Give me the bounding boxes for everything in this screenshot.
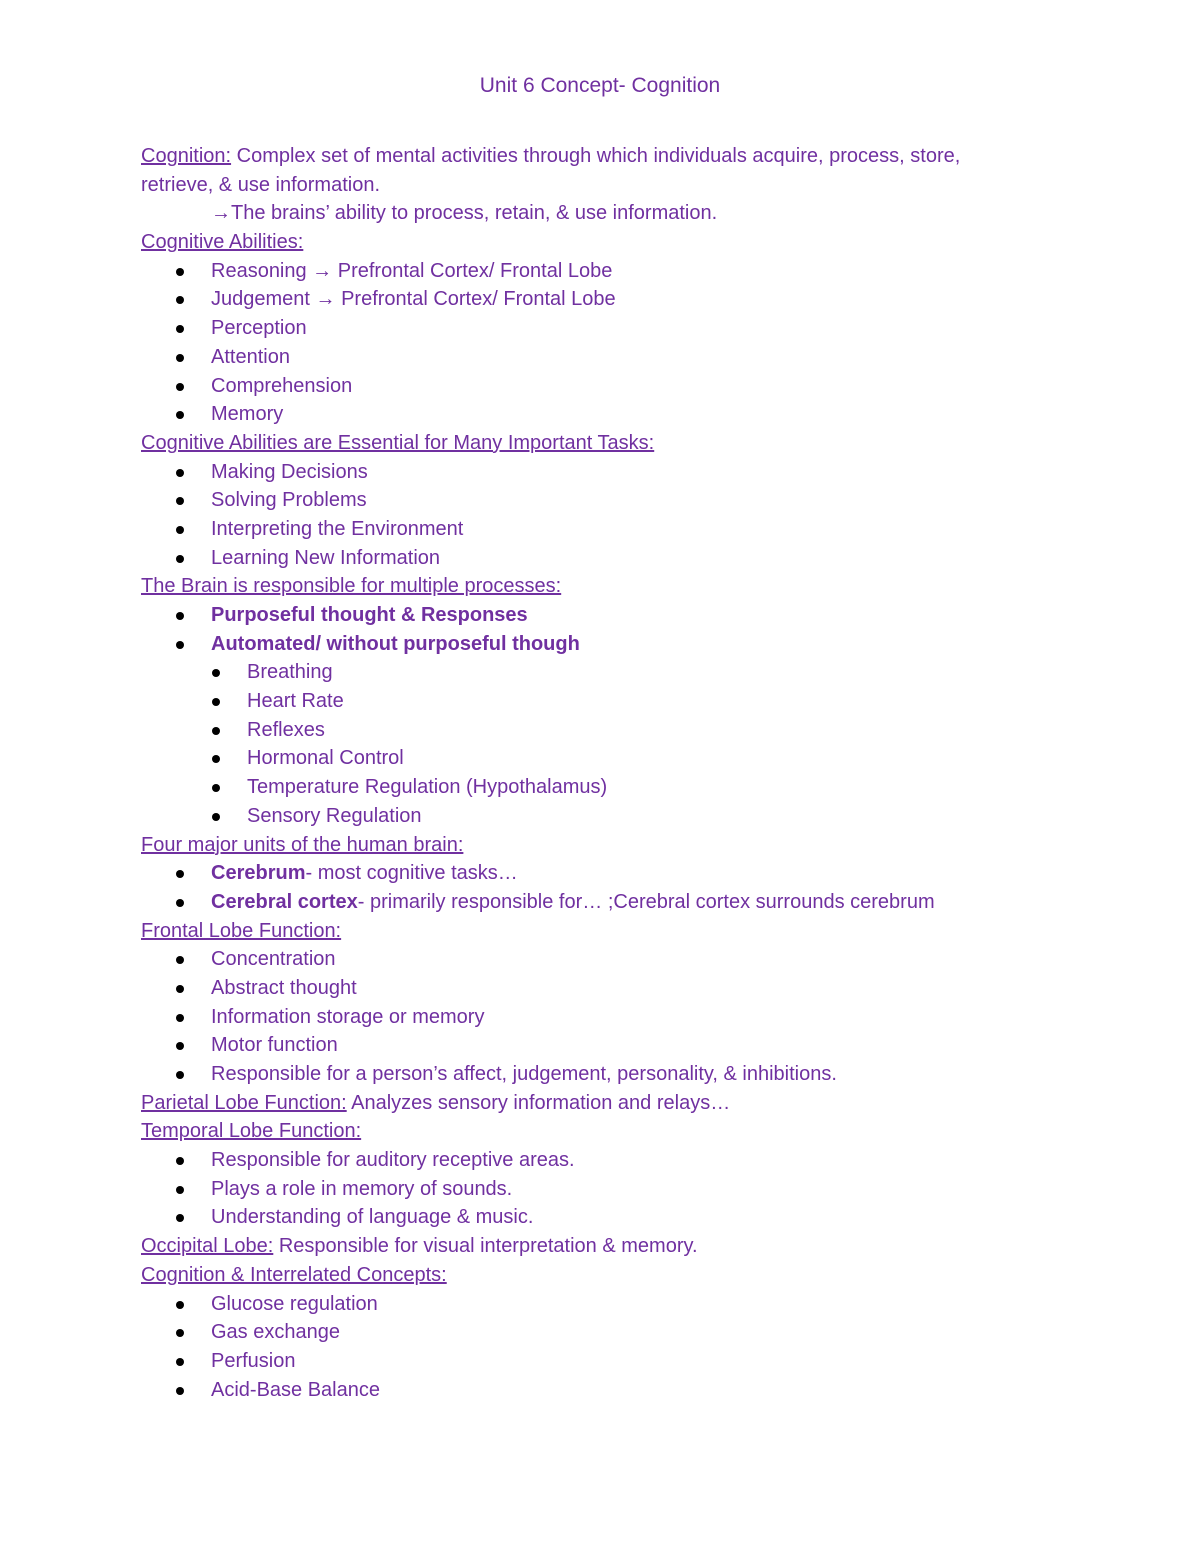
bullet-icon <box>176 612 184 620</box>
bullet-icon <box>212 784 220 792</box>
list-item <box>141 343 1061 372</box>
cognition-arrow-note: →The brains’ ability to process, retain, & use information. <box>211 202 718 225</box>
list-item <box>141 257 1061 286</box>
term-label: Cerebrum <box>211 862 306 885</box>
bullet-icon <box>212 813 220 821</box>
parietal-heading: Parietal Lobe Function: <box>141 1091 347 1114</box>
bullet-icon <box>212 727 220 735</box>
term-description: - most cognitive tasks… <box>305 862 518 885</box>
list-item-text: Interpreting the Environment <box>211 517 464 540</box>
list-item-text: Glucose regulation <box>211 1292 378 1315</box>
document-body <box>141 142 1061 1404</box>
list-item <box>141 974 1061 1003</box>
list-item-text: Memory <box>211 403 284 426</box>
bullet-icon <box>176 641 184 649</box>
bullet-icon <box>212 698 220 706</box>
sub-list-item <box>141 802 1061 831</box>
list-item <box>141 1318 1061 1347</box>
list-item-text: Perception <box>211 317 307 340</box>
list-item-text: Sensory Regulation <box>247 804 422 827</box>
list-item <box>141 1146 1061 1175</box>
list-item-text: Attention <box>211 345 290 368</box>
list-item-text: Solving Problems <box>211 489 367 512</box>
list-item <box>141 314 1061 343</box>
occipital-line <box>141 1232 1061 1261</box>
cognition-definition: Complex set of mental activities through which individuals acquire, process, store, <box>236 145 961 167</box>
interrelated-heading-line <box>141 1261 1061 1290</box>
list-item-text: Reflexes <box>247 718 325 741</box>
list-item-text: Breathing <box>247 661 333 684</box>
list-item <box>141 458 1061 487</box>
list-item-text: Making Decisions <box>211 460 368 483</box>
list-item <box>141 601 1061 630</box>
list-item-text: Understanding of language & music. <box>211 1206 534 1229</box>
abilities-heading: Cognitive Abilities: <box>141 231 304 254</box>
list-item <box>141 1003 1061 1032</box>
bullet-icon <box>176 1157 184 1165</box>
list-item-text: Automated/ without purposeful though <box>211 632 580 655</box>
list-item <box>141 372 1061 401</box>
parietal-text: Analyzes sensory information and relays… <box>346 1091 731 1114</box>
list-item-text: Abstract thought <box>211 976 357 999</box>
bullet-icon <box>176 555 184 563</box>
interrelated-heading: Cognition & Interrelated Concepts: <box>141 1263 447 1286</box>
list-item-text: Learning New Information <box>211 546 441 569</box>
list-item <box>141 1060 1061 1089</box>
bullet-icon <box>176 870 184 878</box>
list-item-text: Information storage or memory <box>211 1005 485 1028</box>
bullet-icon <box>176 325 184 333</box>
list-item-text: Comprehension <box>211 374 353 397</box>
list-item-text: Temperature Regulation (Hypothalamus) <box>247 776 608 799</box>
bullet-icon <box>176 1358 184 1366</box>
list-item <box>141 859 1061 888</box>
list-item <box>141 1175 1061 1204</box>
list-item <box>141 486 1061 515</box>
list-item-text: Purposeful thought & Responses <box>211 604 528 626</box>
list-item-text: Acid-Base Balance <box>211 1378 380 1401</box>
list-item <box>141 1347 1061 1376</box>
sub-list-item <box>141 687 1061 716</box>
bullet-icon <box>176 1071 184 1079</box>
term-label: Cerebral cortex <box>211 890 358 913</box>
processes-heading: The Brain is responsible for multiple processes: <box>141 575 562 598</box>
bullet-icon <box>176 526 184 534</box>
list-item <box>141 1203 1061 1232</box>
bullet-icon <box>176 383 184 391</box>
bullet-icon <box>176 354 184 362</box>
temporal-heading: Temporal Lobe Function: <box>141 1120 362 1143</box>
document-title: Unit 6 Concept- Cognition <box>479 74 721 97</box>
list-item <box>141 945 1061 974</box>
occipital-heading: Occipital Lobe: <box>141 1235 274 1258</box>
list-item-text: Perfusion <box>211 1349 296 1372</box>
list-item-text: Heart Rate <box>247 690 344 713</box>
bullet-icon <box>176 1014 184 1022</box>
cognition-heading: Cognition: <box>141 145 232 167</box>
list-item-text: Responsible for a person’s affect, judgement, personality, & inhibitions. <box>211 1063 837 1085</box>
list-item <box>141 1376 1061 1405</box>
bullet-icon <box>176 1214 184 1222</box>
occipital-text: Responsible for visual interpretation & memory. <box>273 1235 698 1258</box>
bullet-icon <box>176 268 184 276</box>
bullet-icon <box>176 296 184 304</box>
bullet-icon <box>176 411 184 419</box>
list-item-text: Motor function <box>211 1034 338 1057</box>
bullet-icon <box>176 1329 184 1337</box>
bullet-icon <box>212 669 220 677</box>
frontal-heading: Frontal Lobe Function: <box>141 919 342 942</box>
list-item <box>141 1290 1061 1319</box>
list-item <box>141 1031 1061 1060</box>
cognition-definition-line <box>141 142 1061 171</box>
list-item <box>141 544 1061 573</box>
bullet-icon <box>176 985 184 993</box>
list-item-text: Gas exchange <box>211 1321 340 1344</box>
cognition-definition-line-2: retrieve, & use information. <box>141 173 380 196</box>
sub-list-item <box>141 773 1061 802</box>
sub-list-item <box>141 716 1061 745</box>
bullet-icon <box>176 469 184 477</box>
list-item-text: Judgement → Prefrontal Cortex/ Frontal Lobe <box>211 288 616 311</box>
list-item-text: Responsible for auditory receptive areas. <box>211 1149 575 1172</box>
sub-list-item <box>141 744 1061 773</box>
bullet-icon <box>176 956 184 964</box>
sub-list-item <box>141 658 1061 687</box>
list-item-text: Reasoning → Prefrontal Cortex/ Frontal Lobe <box>211 259 613 282</box>
term-description: - primarily responsible for… ;Cerebral cortex surrounds cerebrum <box>357 890 935 913</box>
bullet-icon <box>176 1301 184 1309</box>
list-item <box>141 888 1061 917</box>
bullet-icon <box>176 1186 184 1194</box>
bullet-icon <box>176 1387 184 1395</box>
bullet-icon <box>176 1042 184 1050</box>
bullet-icon <box>176 899 184 907</box>
list-item <box>141 400 1061 429</box>
list-item <box>141 285 1061 314</box>
list-item-text: Hormonal Control <box>247 747 404 770</box>
tasks-heading: Cognitive Abilities are Essential for Many Important Tasks: <box>141 431 655 454</box>
list-item <box>141 515 1061 544</box>
list-item <box>141 630 1061 659</box>
list-item-text: Concentration <box>211 948 336 971</box>
units-heading: Four major units of the human brain: <box>141 833 464 856</box>
parietal-line <box>141 1089 1061 1118</box>
bullet-icon <box>212 755 220 763</box>
temporal-heading-line <box>141 1117 1061 1146</box>
bullet-icon <box>176 497 184 505</box>
list-item-text: Plays a role in memory of sounds. <box>211 1177 513 1200</box>
